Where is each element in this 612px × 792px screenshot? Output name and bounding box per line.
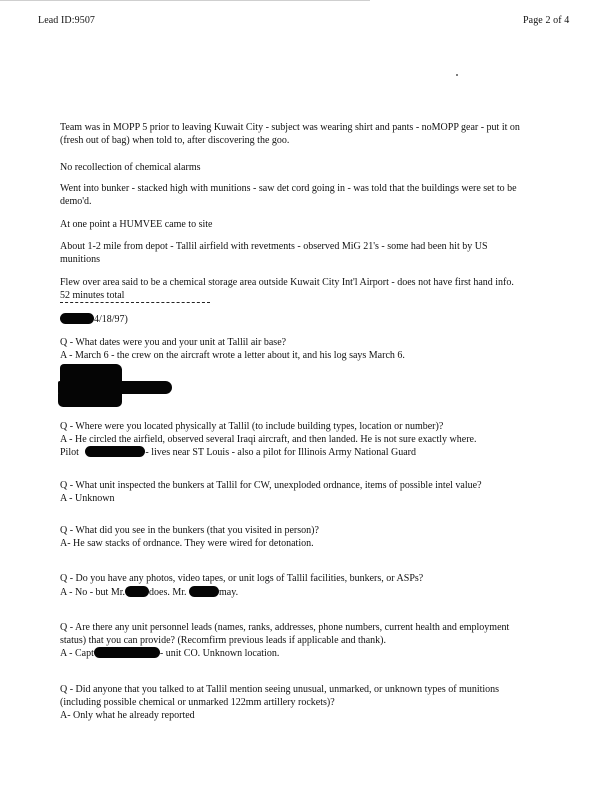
answer-text: may. xyxy=(219,587,239,598)
question-line: status) that you can provide? (Recomfirm previous leads if applicable and thank). xyxy=(60,635,387,646)
scan-top-line xyxy=(0,0,370,1)
question-line: Q - Do you have any photos, video tapes, or unit logs of Tallil facilities, bunkers, or ASPs? xyxy=(60,573,424,584)
note-line: About 1-2 mile from depot - Tallil airfield with revetments - observed MiG 21's - some had been hit by US xyxy=(60,241,488,252)
scan-speck xyxy=(456,74,458,76)
interview-date-line xyxy=(60,313,128,326)
question-line: Q - What unit inspected the bunkers at Tallil for CW, unexploded ordnance, items of possible intel value? xyxy=(60,480,482,491)
note-line: Went into bunker - stacked high with munitions - saw det cord going in - was told that the buildings were set to be xyxy=(60,183,517,194)
interview-date: 4/18/97) xyxy=(94,314,128,325)
answer-line: A - March 6 - the crew on the aircraft wrote a letter about it, and his log says March 6. xyxy=(60,350,405,361)
note-line: demo'd. xyxy=(60,196,92,207)
note-line: At one point a HUMVEE came to site xyxy=(60,219,213,230)
answer-line: A- He saw stacks of ordnance. They were wired for detonation. xyxy=(60,538,314,549)
answer-text: A - Capt xyxy=(60,648,94,659)
answer-line: A - Unknown xyxy=(60,493,115,504)
answer-text: A - No - but Mr. xyxy=(60,587,125,598)
separator-line xyxy=(60,302,210,303)
note-line: No recollection of chemical alarms xyxy=(60,162,201,173)
question-line: Q - What dates were you and your unit at Tallil air base? xyxy=(60,337,287,348)
answer-line xyxy=(60,446,416,459)
lead-id: Lead ID:9507 xyxy=(38,15,96,26)
answer-text: does. Mr. xyxy=(149,587,187,598)
redaction-bar xyxy=(85,446,145,457)
redaction-bar xyxy=(125,586,149,597)
page-number: Page 2 of 4 xyxy=(523,15,570,26)
note-line: Flew over area said to be a chemical storage area outside Kuwait City Int'l Airport - does not have first hand info. xyxy=(60,277,514,288)
note-line: munitions xyxy=(60,254,101,265)
answer-line: A - He circled the airfield, observed several Iraqi aircraft, and then landed. He is not sure exactly where. xyxy=(60,434,477,445)
note-line: Team was in MOPP 5 prior to leaving Kuwait City - subject was wearing shirt and pants - noMOPP gear - put it on xyxy=(60,122,520,133)
answer-line: A- Only what he already reported xyxy=(60,710,195,721)
pilot-label: Pilot xyxy=(60,447,79,458)
answer-line xyxy=(60,586,238,599)
answer-line xyxy=(60,647,279,660)
question-line: Q - Where were you located physically at Tallil (to include building types, location or number)? xyxy=(60,421,444,432)
note-line: 52 minutes total xyxy=(60,290,125,301)
redaction-bar xyxy=(189,586,219,597)
question-line: Q - Are there any unit personnel leads (names, ranks, addresses, phone numbers, current health and employment xyxy=(60,622,510,633)
pilot-details: - lives near ST Louis - also a pilot for Illinois Army National Guard xyxy=(145,447,417,458)
note-line: (fresh out of bag) when told to, after discovering the goo. xyxy=(60,135,290,146)
question-line: Q - Did anyone that you talked to at Tallil mention seeing unusual, unmarked, or unknown types of munitions xyxy=(60,684,500,695)
question-line: (including possible chemical or unmarked 122mm artillery rockets)? xyxy=(60,697,335,708)
answer-text: - unit CO. Unknown location. xyxy=(159,648,280,659)
redaction-bar xyxy=(94,647,160,658)
question-line: Q - What did you see in the bunkers (that you visited in person)? xyxy=(60,525,319,536)
redaction-block xyxy=(58,392,122,407)
redaction-bar xyxy=(60,313,94,324)
